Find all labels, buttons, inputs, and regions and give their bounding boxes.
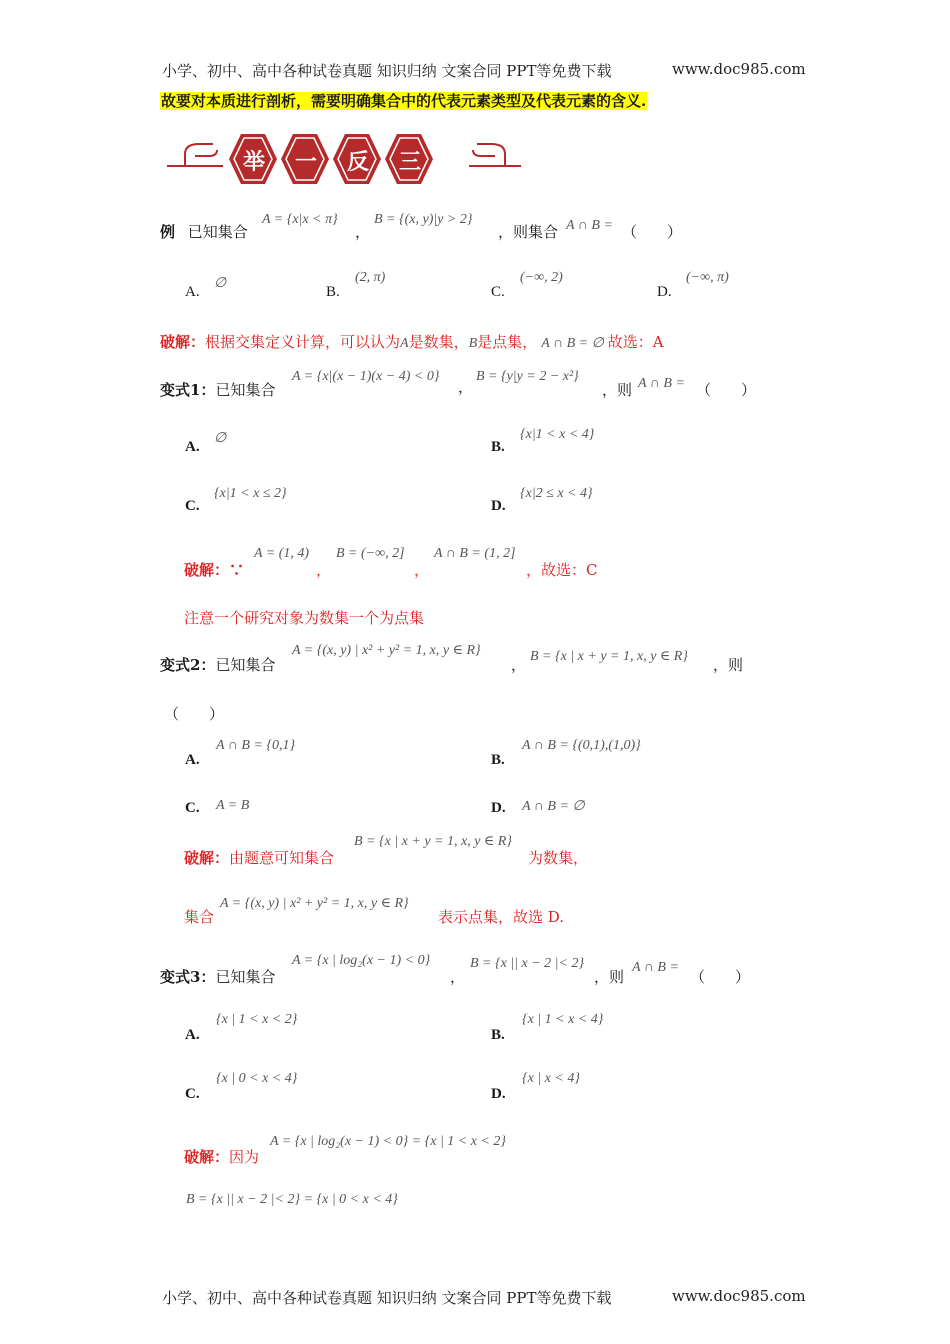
solution-text-c: 是点集， [477, 333, 538, 351]
example-option-c-math: (−∞, 2) [520, 270, 563, 285]
solution-text-b: 是数集， [408, 333, 469, 351]
banner-char-2: 一 [295, 150, 318, 175]
v3-option-c-math: {x | 0 < x < 4} [216, 1071, 298, 1086]
v1-solution-comma-1: ， [316, 561, 332, 579]
example-option-a-math: ∅ [214, 276, 227, 291]
v2-option-d[interactable]: D. [491, 800, 506, 816]
v2-solution-text-b: 为数集， [528, 849, 589, 867]
v2-comma: ， [511, 656, 527, 674]
v3-solution-label: 破解： [184, 1148, 230, 1166]
example-label: 例 [160, 223, 176, 241]
v1-option-a-math: ∅ [214, 431, 227, 446]
v1-solution-label: 破解： [184, 561, 230, 579]
v1-paren: （ ） [696, 381, 757, 399]
v3-set-a: A = {x | log₂(x − 1) < 0} [292, 953, 431, 968]
v3-option-b[interactable]: B. [491, 1027, 505, 1043]
v2-paren: （ ） [164, 705, 225, 723]
v3-option-a-math: {x | 1 < x < 2} [216, 1012, 298, 1027]
v3-set-b: B = {x || x − 2 |< 2} [470, 956, 585, 971]
v1-set-b: B = {y|y = 2 − x²} [476, 369, 579, 384]
v1-option-b-math: {x|1 < x < 4} [520, 427, 595, 442]
solution-var-a: A [400, 336, 409, 351]
v1-option-c[interactable]: C. [185, 498, 200, 514]
example-set-a: A = {x|x < π} [262, 212, 338, 227]
solution-label: 破解： [160, 333, 206, 351]
v1-option-c-math: {x|1 < x ≤ 2} [214, 486, 287, 501]
example-option-c[interactable]: C. [491, 284, 505, 300]
v2-solution [184, 847, 334, 868]
v3-solution-math-1: A = {x | log₂(x − 1) < 0} = {x | 1 < x < 2} [270, 1134, 507, 1149]
v3-text: 已知集合 [215, 968, 276, 986]
example-option-b-math: (2, π) [355, 270, 386, 285]
v2-solution-text-a: 由题意可知集合 [229, 849, 335, 867]
footer-text: 小学、初中、高中各种试卷真题 知识归纳 文案合同 PPT等免费下载 [162, 1289, 612, 1307]
header-url[interactable]: www.doc985.com [672, 60, 806, 78]
v3-then: ，则 [594, 968, 625, 986]
v1-solution-comma-2: ， [414, 561, 430, 579]
v1-then: ，则 [602, 381, 633, 399]
because-icon: ∵ [229, 561, 245, 579]
v2-solution-text-c: 集合 [184, 908, 215, 926]
v2-then: ，则 [713, 656, 744, 674]
example-stem [160, 221, 248, 242]
v1-label: 变式1： [160, 381, 216, 399]
banner-char-1: 举 [243, 150, 266, 175]
v2-option-b-math: A ∩ B = {(0,1),(1,0)} [522, 738, 641, 753]
v3-solution [184, 1146, 259, 1167]
v2-set-a: A = {(x, y) | x² + y² = 1, x, y ∈ R} [292, 643, 481, 658]
v1-stem [160, 379, 275, 400]
example-option-d[interactable]: D. [657, 284, 672, 300]
example-paren: （ ） [622, 223, 683, 241]
solution-answer: 故选：A [607, 333, 664, 351]
v2-option-a-math: A ∩ B = {0,1} [216, 738, 296, 753]
v1-solution-answer: ，故选：C [526, 561, 598, 579]
v2-option-b[interactable]: B. [491, 752, 505, 768]
v1-solution-math-3: A ∩ B = (1, 2] [434, 546, 516, 561]
v2-option-c-math: A = B [216, 798, 250, 813]
v3-expr: A ∩ B = [632, 960, 679, 975]
intro-highlight: 故要对本质进行剖析，需要明确集合中的代表元素类型及代表元素的含义. [161, 92, 647, 110]
v1-set-a: A = {x|(x − 1)(x − 4) < 0} [292, 369, 440, 384]
v3-option-a[interactable]: A. [185, 1027, 200, 1043]
example-option-b[interactable]: B. [326, 284, 340, 300]
v2-stem [160, 654, 275, 675]
v1-text: 已知集合 [215, 381, 276, 399]
v1-note: 注意一个研究对象为数集一个为点集 [184, 609, 425, 627]
v1-comma: ， [458, 378, 474, 396]
example-set-b: B = {(x, y)|y > 2} [374, 212, 473, 227]
v1-expr: A ∩ B = [638, 376, 685, 391]
v3-option-b-math: {x | 1 < x < 4} [522, 1012, 604, 1027]
v3-label: 变式3： [160, 968, 216, 986]
v3-option-c[interactable]: C. [185, 1086, 200, 1102]
banner-ornament-icon [165, 128, 525, 190]
v3-paren: （ ） [690, 968, 751, 986]
section-banner [165, 128, 525, 190]
v2-option-c[interactable]: C. [185, 800, 200, 816]
banner-char-4: 三 [399, 150, 422, 175]
solution-math: A ∩ B = ∅ [541, 336, 604, 351]
v1-option-d-math: {x|2 ≤ x < 4} [520, 486, 593, 501]
v2-option-a[interactable]: A. [185, 752, 200, 768]
v2-text: 已知集合 [215, 656, 276, 674]
footer-url[interactable]: www.doc985.com [672, 1287, 806, 1305]
banner-char-3: 反 [347, 150, 370, 175]
v1-option-d[interactable]: D. [491, 498, 506, 514]
v3-option-d[interactable]: D. [491, 1086, 506, 1102]
v3-comma: ， [450, 968, 466, 986]
v2-solution-math-1: B = {x | x + y = 1, x, y ∈ R} [354, 834, 512, 849]
v1-option-b[interactable]: B. [491, 439, 505, 455]
solution-var-b: B [468, 336, 478, 351]
v2-solution-text-d: 表示点集，故选 D. [438, 908, 565, 926]
example-text: 已知集合 [187, 223, 248, 241]
example-expr: A ∩ B = [566, 218, 613, 233]
example-option-a[interactable]: A. [185, 284, 200, 300]
v1-solution-math-2: B = (−∞, 2] [336, 546, 405, 561]
example-solution [160, 331, 664, 352]
v3-option-d-math: {x | x < 4} [522, 1071, 580, 1086]
v1-option-a[interactable]: A. [185, 439, 200, 455]
v2-label: 变式2： [160, 656, 216, 674]
v3-stem [160, 966, 275, 987]
v2-set-b: B = {x | x + y = 1, x, y ∈ R} [530, 649, 688, 664]
header-text: 小学、初中、高中各种试卷真题 知识归纳 文案合同 PPT等免费下载 [162, 62, 612, 80]
v2-solution-math-2: A = {(x, y) | x² + y² = 1, x, y ∈ R} [220, 896, 409, 911]
v1-solution-math-1: A = (1, 4) [254, 546, 310, 561]
example-option-d-math: (−∞, π) [686, 270, 729, 285]
v3-solution-text: 因为 [229, 1148, 260, 1166]
intro-line [160, 90, 647, 111]
example-then: ，则集合 [498, 223, 559, 241]
v3-solution-math-2: B = {x || x − 2 |< 2} = {x | 0 < x < 4} [186, 1192, 398, 1207]
solution-text-a: 根据交集定义计算，可以认为 [205, 333, 401, 351]
v2-option-d-math: A ∩ B = ∅ [522, 799, 585, 814]
v1-solution [184, 559, 244, 580]
v2-solution-label: 破解： [184, 849, 230, 867]
example-comma: ， [355, 223, 371, 241]
